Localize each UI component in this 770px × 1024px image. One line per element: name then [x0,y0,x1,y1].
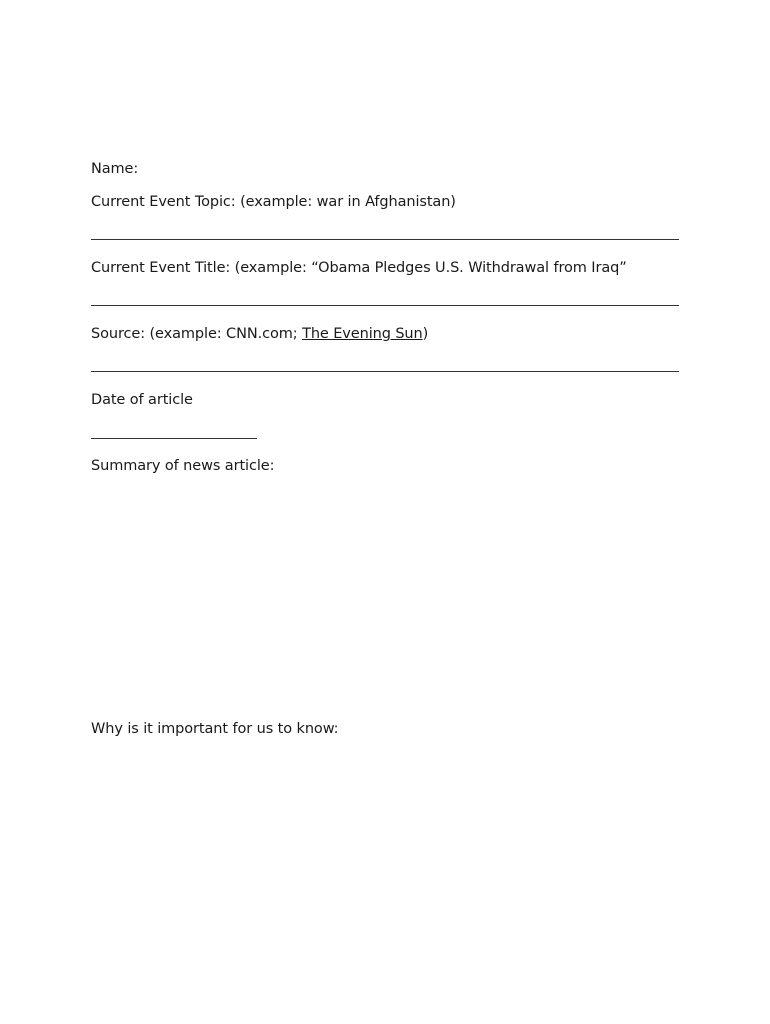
importance-label: Why is it important for us to know: [91,721,339,737]
summary-answer-area[interactable] [91,480,679,710]
date-label: Date of article [91,392,193,408]
summary-label: Summary of news article: [91,458,275,474]
title-label: Current Event Title: (example: “Obama Pledges U.S. Withdrawal from Iraq” [91,260,627,276]
source-label-suffix: ) [422,326,429,342]
name-label: Name: [91,161,139,177]
importance-answer-area[interactable] [91,745,679,975]
source-label-example-underlined: The Evening Sun [302,326,423,342]
date-answer-line[interactable] [91,438,257,439]
topic-answer-line[interactable] [91,239,679,240]
title-answer-line[interactable] [91,305,679,306]
topic-label: Current Event Topic: (example: war in Afghanistan) [91,194,456,210]
source-label-prefix: Source: (example: CNN.com; [91,326,303,342]
source-answer-line[interactable] [91,371,679,372]
source-label [91,325,428,343]
